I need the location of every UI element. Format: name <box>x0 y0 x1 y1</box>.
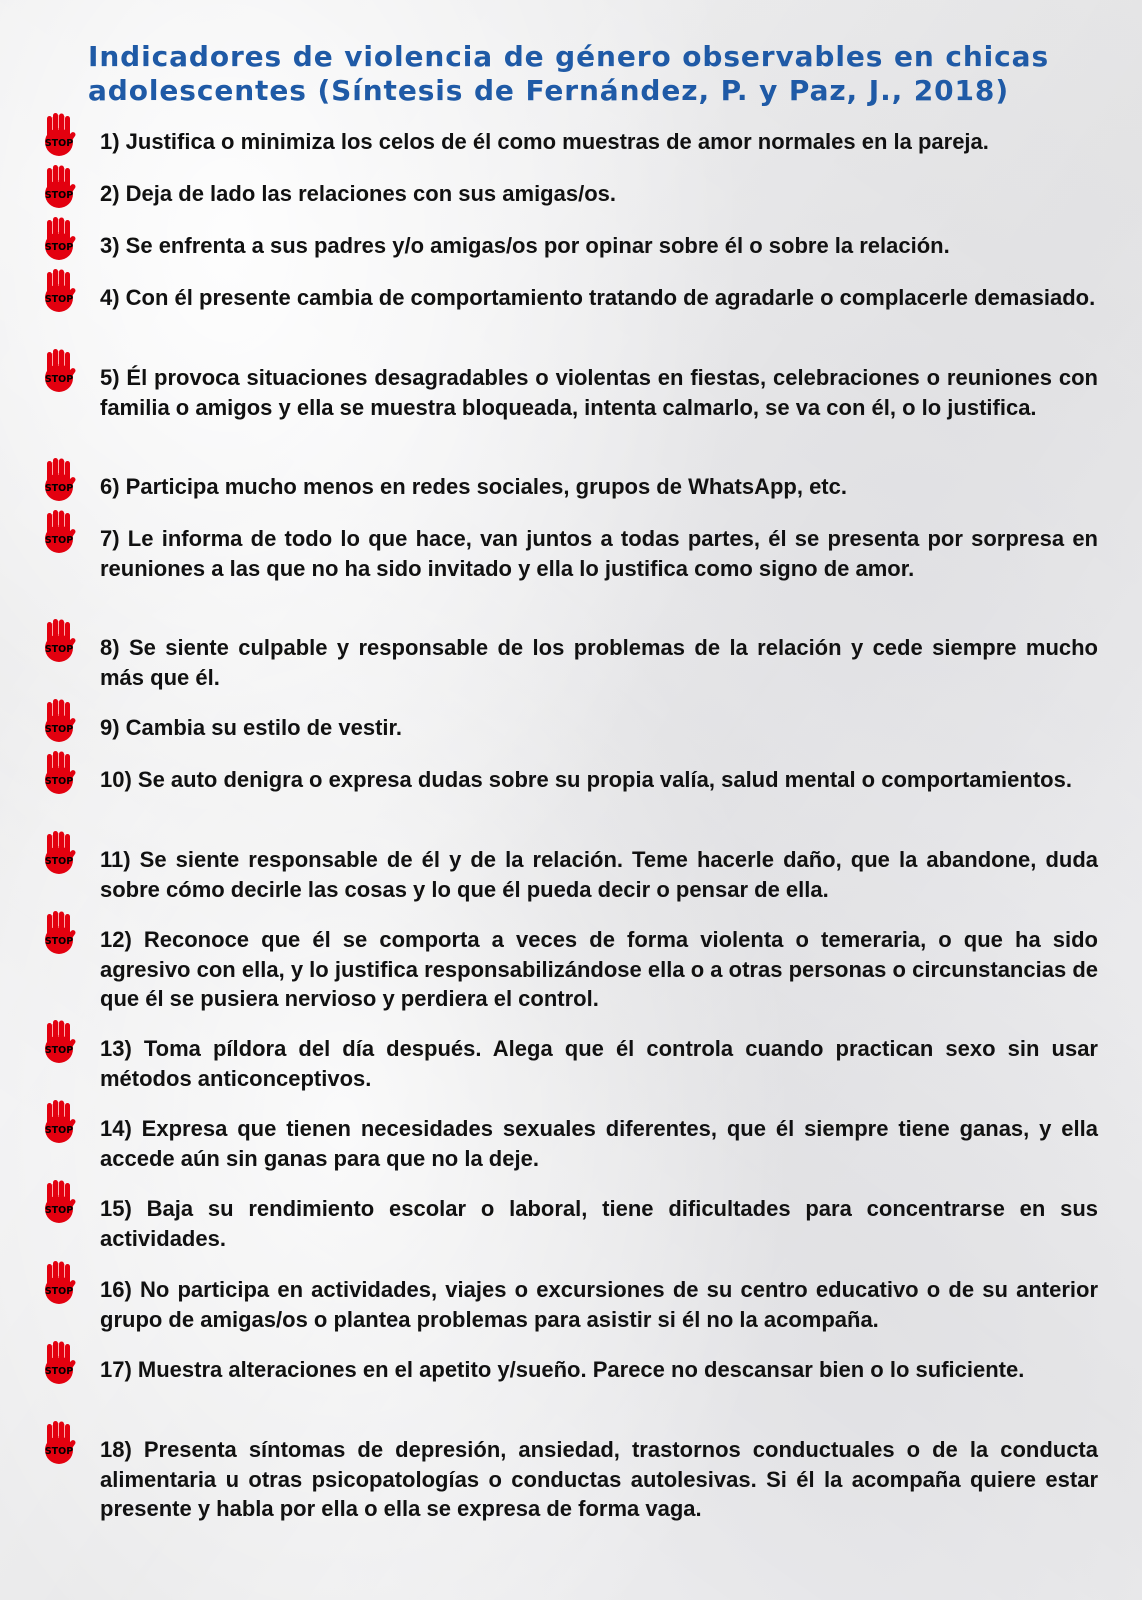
indicator-text: 16) No participa en actividades, viajes o excursiones de su centro educativo o de su anterior grupo de amigas/os o plantea problemas para asistir si él no la acompaña. <box>100 1277 1098 1332</box>
stop-label: STOP <box>44 1045 74 1056</box>
indicator-text: 1) Justifica o minimiza los celos de él como muestras de amor normales en la pareja. <box>100 129 989 154</box>
stop-label: STOP <box>44 374 74 385</box>
stop-label: STOP <box>44 936 74 947</box>
stop-hand-icon <box>38 165 82 209</box>
stop-hand-icon <box>38 1100 82 1144</box>
indicator-text: 17) Muestra alteraciones en el apetito y/sueño. Parece no descansar bien o lo suficiente. <box>100 1357 1025 1382</box>
stop-label: STOP <box>44 190 74 201</box>
indicator-text: 15) Baja su rendimiento escolar o laboral, tiene dificultades para concentrarse en sus actividades. <box>100 1196 1098 1251</box>
stop-hand-icon <box>38 1261 82 1305</box>
stop-label: STOP <box>44 1125 74 1136</box>
stop-hand-icon <box>38 1020 82 1064</box>
stop-label: STOP <box>44 535 74 546</box>
indicator-text: 18) Presenta síntomas de depresión, ansiedad, trastornos conductuales o de la conducta alimentaria u otras psicopatologías o conductas autolesivas. Si él la acompaña quiere estar presente y habla por ella o ella se expresa de forma vaga. <box>100 1437 1098 1521</box>
indicator-text: 9) Cambia su estilo de vestir. <box>100 715 403 740</box>
title-line-2: adolescentes (Síntesis de Fernández, P. y Paz, J., 2018) <box>88 74 1010 107</box>
indicator-text: 14) Expresa que tienen necesidades sexuales diferentes, que él siempre tiene ganas, y ella accede aún sin ganas para que no la deje. <box>100 1116 1098 1171</box>
indicator-text: 10) Se auto denigra o expresa dudas sobre su propia valía, salud mental o comportamientos. <box>100 767 1072 792</box>
indicator-text: 11) Se siente responsable de él y de la relación. Teme hacerle daño, que la abandone, duda sobre cómo decirle las cosas y lo que él pueda decir o pensar de ella. <box>100 847 1098 902</box>
stop-label: STOP <box>44 856 74 867</box>
stop-label: STOP <box>44 483 74 494</box>
stop-label: STOP <box>44 1366 74 1377</box>
indicator-text: 7) Le informa de todo lo que hace, van juntos a todas partes, él se presenta por sorpresa en reuniones a las que no ha sido invitado y ella lo justifica como signo de amor. <box>100 526 1098 581</box>
stop-hand-icon <box>38 113 82 157</box>
stop-hand-icon <box>38 751 82 795</box>
stop-hand-icon <box>38 510 82 554</box>
stop-label: STOP <box>44 644 74 655</box>
stop-label: STOP <box>44 1205 74 1216</box>
stop-hand-icon <box>38 699 82 743</box>
title-line-1: Indicadores de violencia de género observables en chicas <box>88 40 1050 73</box>
stop-hand-icon <box>38 619 82 663</box>
stop-label: STOP <box>44 776 74 787</box>
indicator-text: 2) Deja de lado las relaciones con sus amigas/os. <box>100 181 616 206</box>
stop-hand-icon <box>38 1421 82 1465</box>
indicator-text: 4) Con él presente cambia de comportamiento tratando de agradarle o complacerle demasiado. <box>100 285 1096 310</box>
stop-hand-icon <box>38 269 82 313</box>
stop-label: STOP <box>44 1446 74 1457</box>
stop-label: STOP <box>44 242 74 253</box>
stop-hand-icon <box>38 911 82 955</box>
stop-label: STOP <box>44 724 74 735</box>
stop-hand-icon <box>38 1341 82 1385</box>
indicator-text: 3) Se enfrenta a sus padres y/o amigas/os por opinar sobre él o sobre la relación. <box>100 233 950 258</box>
stop-hand-icon <box>38 831 82 875</box>
indicator-text: 6) Participa mucho menos en redes sociales, grupos de WhatsApp, etc. <box>100 474 847 499</box>
indicator-text: 8) Se siente culpable y responsable de los problemas de la relación y cede siempre mucho más que él. <box>100 635 1098 690</box>
stop-hand-icon <box>38 217 82 261</box>
stop-label: STOP <box>44 138 74 149</box>
stop-hand-icon <box>38 458 82 502</box>
stop-label: STOP <box>44 294 74 305</box>
stop-hand-icon <box>38 1180 82 1224</box>
stop-label: STOP <box>44 1286 74 1297</box>
indicator-text: 12) Reconoce que él se comporta a veces de forma violenta o temeraria, o que ha sido agresivo con ella, y lo justifica responsabilizándose ella o a otras personas o circunstancias de que él se pusiera nervioso y perdiera el control. <box>100 927 1098 1011</box>
indicator-text: 13) Toma píldora del día después. Alega que él controla cuando practican sexo sin usar métodos anticonceptivos. <box>100 1036 1098 1091</box>
stop-hand-icon <box>38 349 82 393</box>
indicator-text: 5) Él provoca situaciones desagradables o violentas en fiestas, celebraciones o reuniones con familia o amigos y ella se muestra bloqueada, intenta calmarlo, se va con él, o lo justifica. <box>100 365 1098 420</box>
